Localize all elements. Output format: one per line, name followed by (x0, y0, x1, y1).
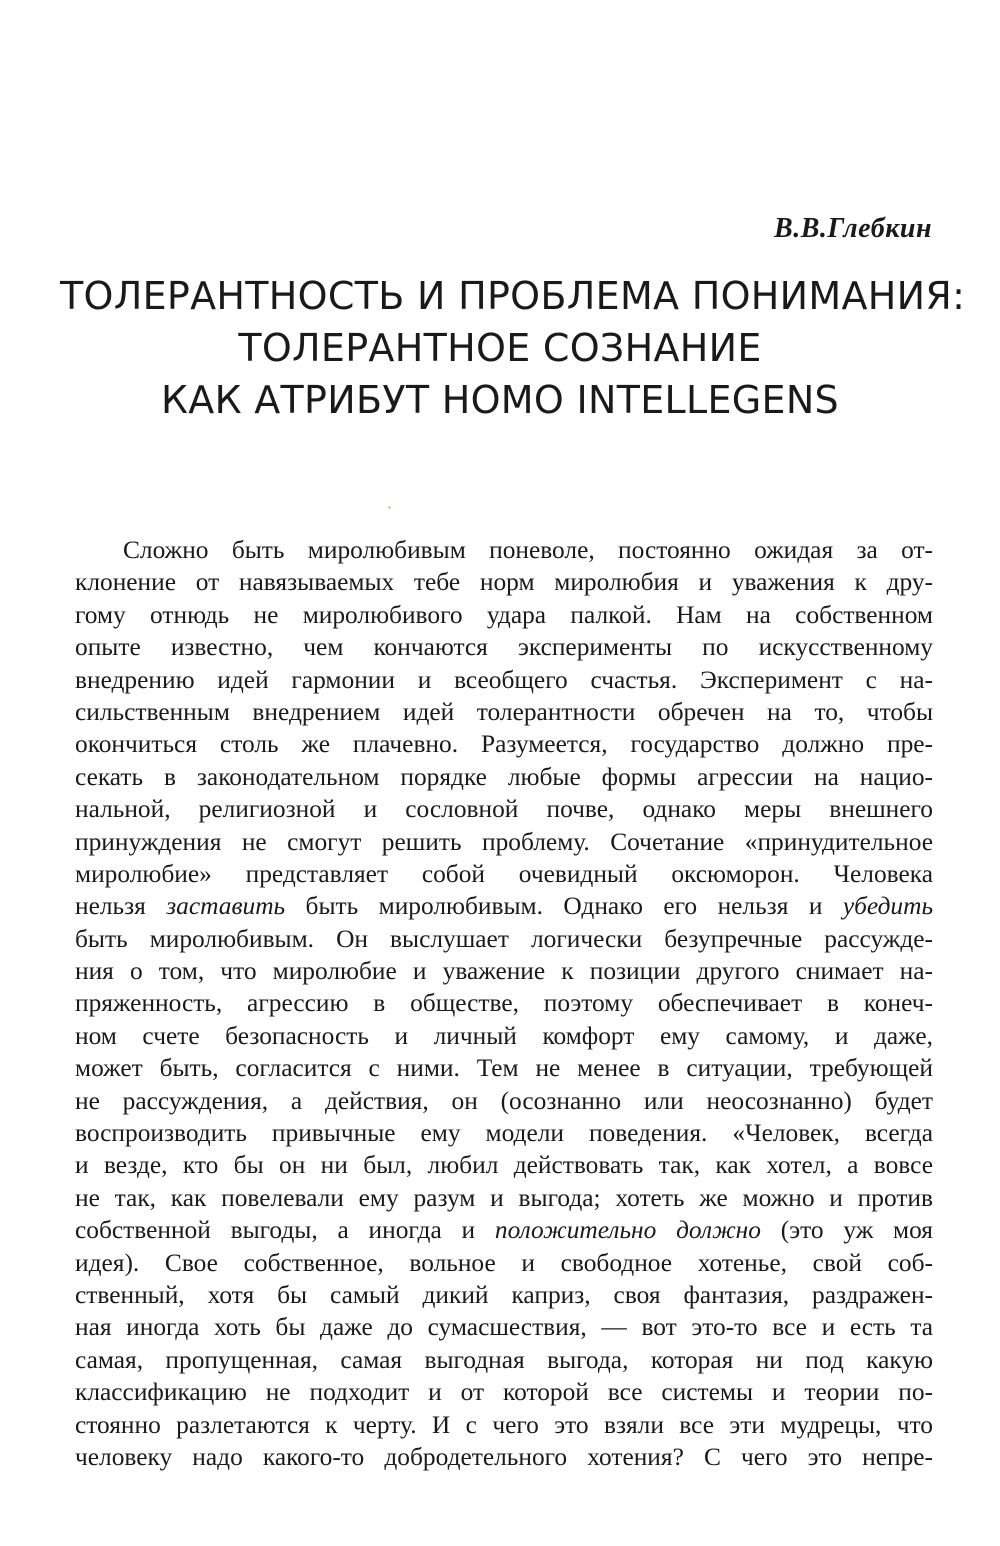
text-run: стоянно разлетаются к черту. И с чего это взяли все эти мудрецы, что (75, 1410, 933, 1439)
text-run: может быть, согласится с ними. Тем не менее в ситуации, требующей (75, 1054, 933, 1083)
text-line (75, 696, 933, 728)
text-line (75, 890, 933, 922)
text-run: воспроизводить привычные ему модели поведения. «Человек, всегда (75, 1119, 933, 1148)
text-line (75, 728, 933, 760)
text-line (75, 1344, 933, 1376)
text-line (75, 1441, 933, 1473)
text-line (75, 566, 933, 598)
text-run: ния о том, что миролюбие и уважение к позиции другого снимает на- (75, 957, 933, 986)
text-run: пряженность, агрессию в обществе, поэтому обеспечивает в конеч- (75, 989, 933, 1018)
text-run: клонение от навязываемых тебе норм миролюбия и уважения к дру- (75, 568, 933, 597)
text-line (75, 793, 933, 825)
text-run: сильственным внедрением идей толерантности обречен на то, чтобы (75, 697, 933, 726)
text-line (75, 987, 933, 1019)
body-paragraph (75, 534, 933, 1473)
text-line (75, 1149, 933, 1181)
text-run: (это уж моя (760, 1216, 933, 1245)
text-run: не так, как повелевали ему разум и выгода; хотеть же можно и против (75, 1183, 933, 1212)
text-line (75, 1376, 933, 1408)
text-run: самая, пропущенная, самая выгодная выгода, которая ни под какую (75, 1345, 933, 1374)
title-line: КАК АТРИБУТ HOMO INTELLEGENS (161, 378, 839, 422)
italic-emphasis: заставить (166, 892, 286, 921)
text-run: собственной выгоды, а иногда и (75, 1216, 495, 1245)
text-line (75, 1409, 933, 1441)
text-line (75, 534, 933, 566)
text-run: принуждения не смогут решить проблему. Сочетание «принудительное (75, 827, 933, 856)
text-run: внедрению идей гармонии и всеобщего счастья. Эксперимент с на- (75, 665, 933, 694)
text-line (75, 1117, 933, 1149)
text-line (75, 923, 933, 955)
text-line (75, 1311, 933, 1343)
text-run: Сложно быть миролюбивым поневоле, постоянно ожидая за от- (123, 536, 933, 564)
text-run: опыте известно, чем кончаются эксперименты по искусственному (75, 633, 933, 662)
text-run: окончиться столь же плачевно. Разумеется, государство должно пре- (75, 730, 933, 759)
text-line (75, 664, 933, 696)
text-line (75, 1020, 933, 1052)
text-run: ном счете безопасность и личный комфорт ему самому, и даже, (75, 1021, 933, 1050)
article-title (60, 270, 966, 426)
text-run: секать в законодательном порядке любые формы агрессии на нацио- (75, 762, 933, 791)
title-line: ТОЛЕРАНТНОСТЬ И ПРОБЛЕМА ПОНИМАНИЯ: (60, 274, 966, 318)
author-name: В.В.Глебкин (774, 213, 932, 244)
text-line (75, 1279, 933, 1311)
print-speck (388, 506, 391, 509)
text-run: не рассуждения, а действия, он (осознанно или неосознанно) будет (75, 1086, 933, 1115)
italic-emphasis: положительно должно (494, 1216, 761, 1245)
text-line (75, 1214, 933, 1246)
text-run: человеку надо какого-то добродетельного хотения? С чего это непре- (75, 1442, 933, 1471)
title-line: ТОЛЕРАНТНОЕ СОЗНАНИЕ (238, 326, 762, 370)
text-run: ная иногда хоть бы даже до сумасшествия, — вот это-то все и есть та (75, 1313, 933, 1342)
text-run: и везде, кто бы он ни был, любил действовать так, как хотел, а вовсе (75, 1151, 933, 1180)
text-run: гому отнюдь не миролюбивого удара палкой. Нам на собственном (75, 600, 933, 629)
text-line (75, 826, 933, 858)
italic-emphasis: убедить (842, 892, 933, 921)
text-line (75, 631, 933, 663)
text-line (75, 1052, 933, 1084)
text-line (75, 858, 933, 890)
text-run: идея). Свое собственное, вольное и свободное хотенье, свой соб- (75, 1248, 933, 1277)
text-run: миролюбие» представляет собой очевидный оксюморон. Человека (75, 859, 933, 888)
text-run: быть миролюбивым. Однако его нельзя и (285, 892, 843, 921)
text-run: классификацию не подходит и от которой все системы и теории по- (75, 1378, 933, 1407)
text-run: нальной, религиозной и сословной почве, однако меры внешнего (75, 795, 933, 824)
text-line (75, 1182, 933, 1214)
text-line (75, 761, 933, 793)
text-run: ственный, хотя бы самый дикий каприз, своя фантазия, раздражен- (75, 1280, 933, 1309)
text-line (75, 955, 933, 987)
text-line (75, 1247, 933, 1279)
text-line (75, 1085, 933, 1117)
text-run: быть миролюбивым. Он выслушает логически безупречные рассужде- (75, 924, 933, 953)
text-run: нельзя (75, 892, 167, 921)
text-line (75, 599, 933, 631)
